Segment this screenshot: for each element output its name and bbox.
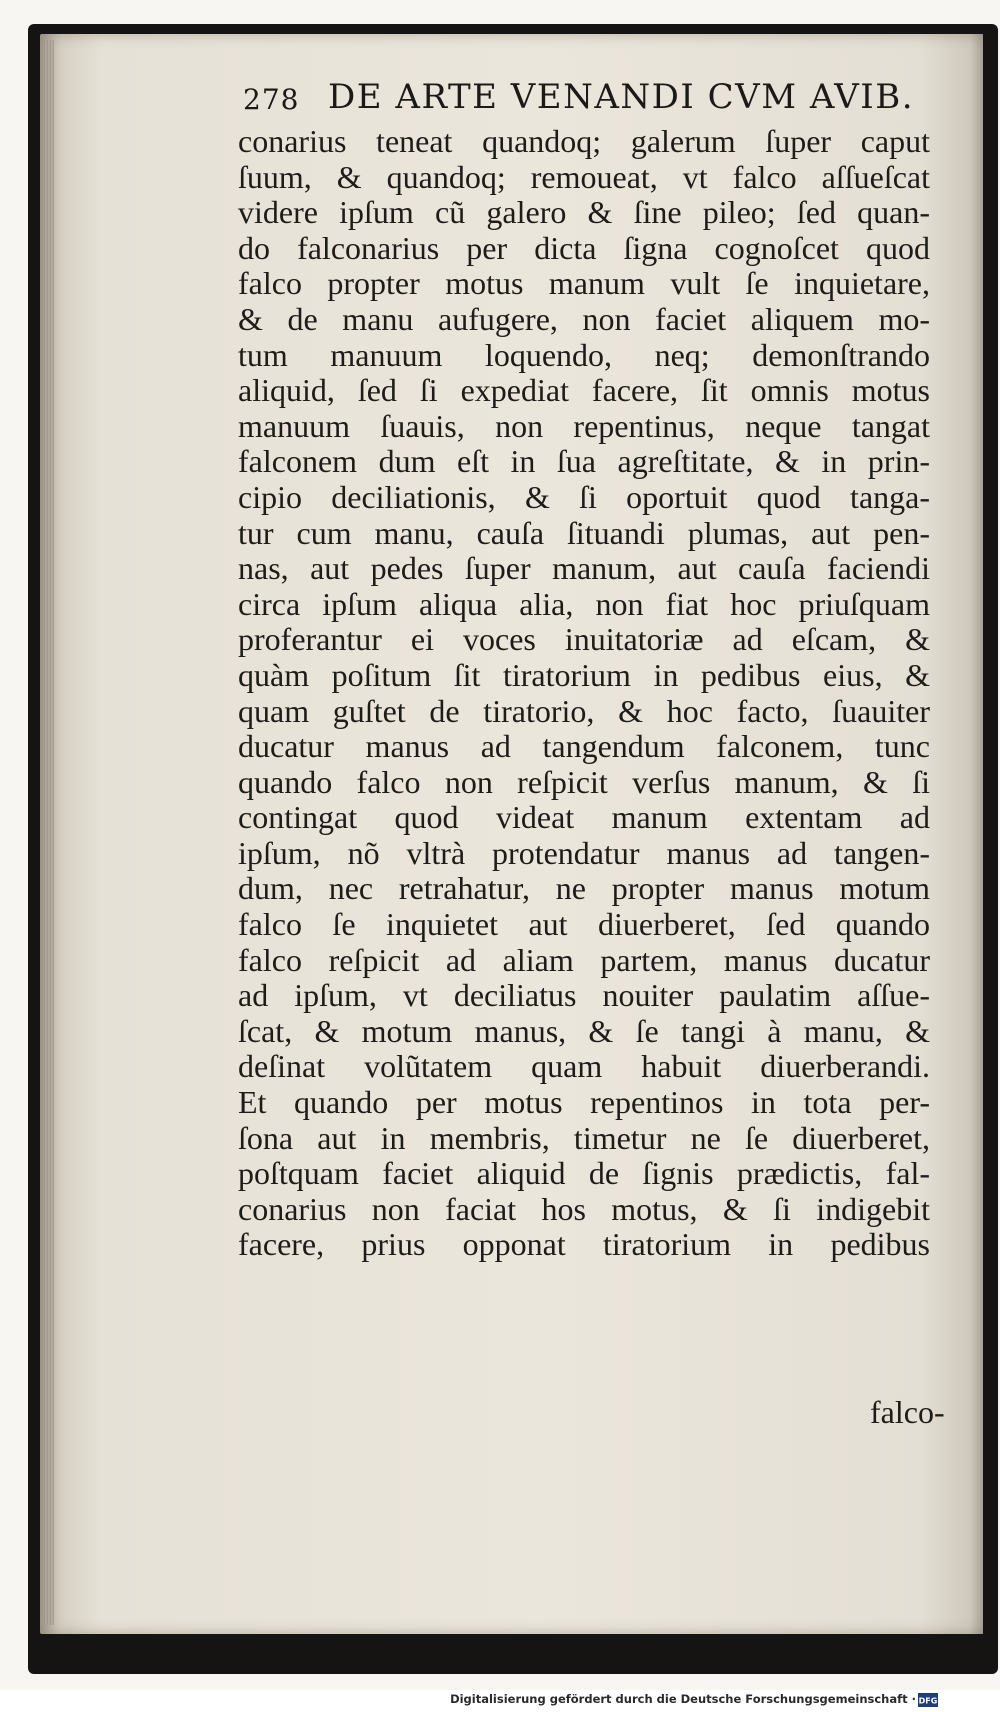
- text-line: proferantur ei voces inuitatoriæ ad eſcam, &: [238, 621, 930, 658]
- text-line: videre ipſum cũ galero & ſine pileo; ſed quan-: [238, 194, 930, 231]
- body-text: [238, 124, 930, 1263]
- text-line: quam guſtet de tiratorio, & hoc facto, ſuauiter: [238, 692, 930, 729]
- digitization-footer: [0, 1690, 1000, 1712]
- text-line: ſuum, & quandoq; remoueat, vt falco aſſueſcat: [238, 158, 930, 195]
- text-line: & de manu aufugere, non faciet aliquem mo-: [238, 300, 930, 337]
- text-line: quando falco non reſpicit verſus manum, & ſi: [238, 763, 930, 800]
- text-line: circa ipſum aliqua alia, non fiat hoc priuſquam: [238, 585, 930, 622]
- running-title: DE ARTE VENANDI CVM AVIB.: [328, 77, 914, 117]
- text-line: ſcat, & motum manus, & ſe tangi à manu, &: [238, 1012, 930, 1049]
- page-header: [243, 75, 923, 121]
- text-line: deſinat volũtatem quam habuit diuerberandi.: [238, 1048, 930, 1085]
- text-line: falconem dum eſt in ſua agreſtitate, & in prin-: [238, 443, 930, 480]
- dfg-logo: [918, 1693, 938, 1707]
- text-line: tum manuum loquendo, neq; demonſtrando: [238, 336, 930, 373]
- text-line: ducatur manus ad tangendum falconem, tunc: [238, 728, 930, 765]
- funding-credit: Digitalisierung gefördert durch die Deutsche Forschungsgemeinschaft ·: [450, 1692, 916, 1706]
- text-line: aliquid, ſed ſi expediat facere, ſit omnis motus: [238, 372, 930, 409]
- text-line: ipſum, nõ vltrà protendatur manus ad tangen-: [238, 834, 930, 871]
- catchword: falco-: [870, 1394, 945, 1430]
- text-line: tur cum manu, cauſa ſituandi plumas, aut pen-: [238, 514, 930, 551]
- text-line: facere, prius opponat tiratorium in pedibus: [238, 1226, 930, 1263]
- page-number: 278: [243, 83, 300, 116]
- text-line: dum, nec retrahatur, ne propter manus motum: [238, 870, 930, 907]
- text-line: contingat quod videat manum extentam ad: [238, 799, 930, 836]
- text-line: falco reſpicit ad aliam partem, manus ducatur: [238, 941, 930, 978]
- text-line: falco ſe inquietet aut diuerberet, ſed quando: [238, 906, 930, 943]
- text-line: conarius non faciat hos motus, & ſi indigebit: [238, 1190, 930, 1227]
- text-line: cipio deciliationis, & ſi oportuit quod tanga-: [238, 478, 930, 515]
- text-line: Et quando per motus repentinos in tota per-: [238, 1084, 930, 1121]
- text-line: conarius teneat quandoq; galerum ſuper caput: [238, 123, 930, 159]
- text-line: manuum ſuauis, non repentinus, neque tangat: [238, 407, 930, 444]
- text-line: ad ipſum, vt deciliatus nouiter paulatim aſſue-: [238, 977, 930, 1014]
- text-line: poſtquam faciet aliquid de ſignis prædictis, fal-: [238, 1155, 930, 1192]
- svg-text:DFG: DFG: [918, 1696, 938, 1706]
- text-line: do falconarius per dicta ſigna cognoſcet quod: [238, 229, 930, 266]
- page-edge: [44, 40, 54, 1625]
- text-line: ſona aut in membris, timetur ne ſe diuerberet,: [238, 1119, 930, 1156]
- text-line: nas, aut pedes ſuper manum, aut cauſa faciendi: [238, 550, 930, 587]
- text-line: falco propter motus manum vult ſe inquietare,: [238, 265, 930, 302]
- text-line: quàm poſitum ſit tiratorium in pedibus eius, &: [238, 656, 930, 693]
